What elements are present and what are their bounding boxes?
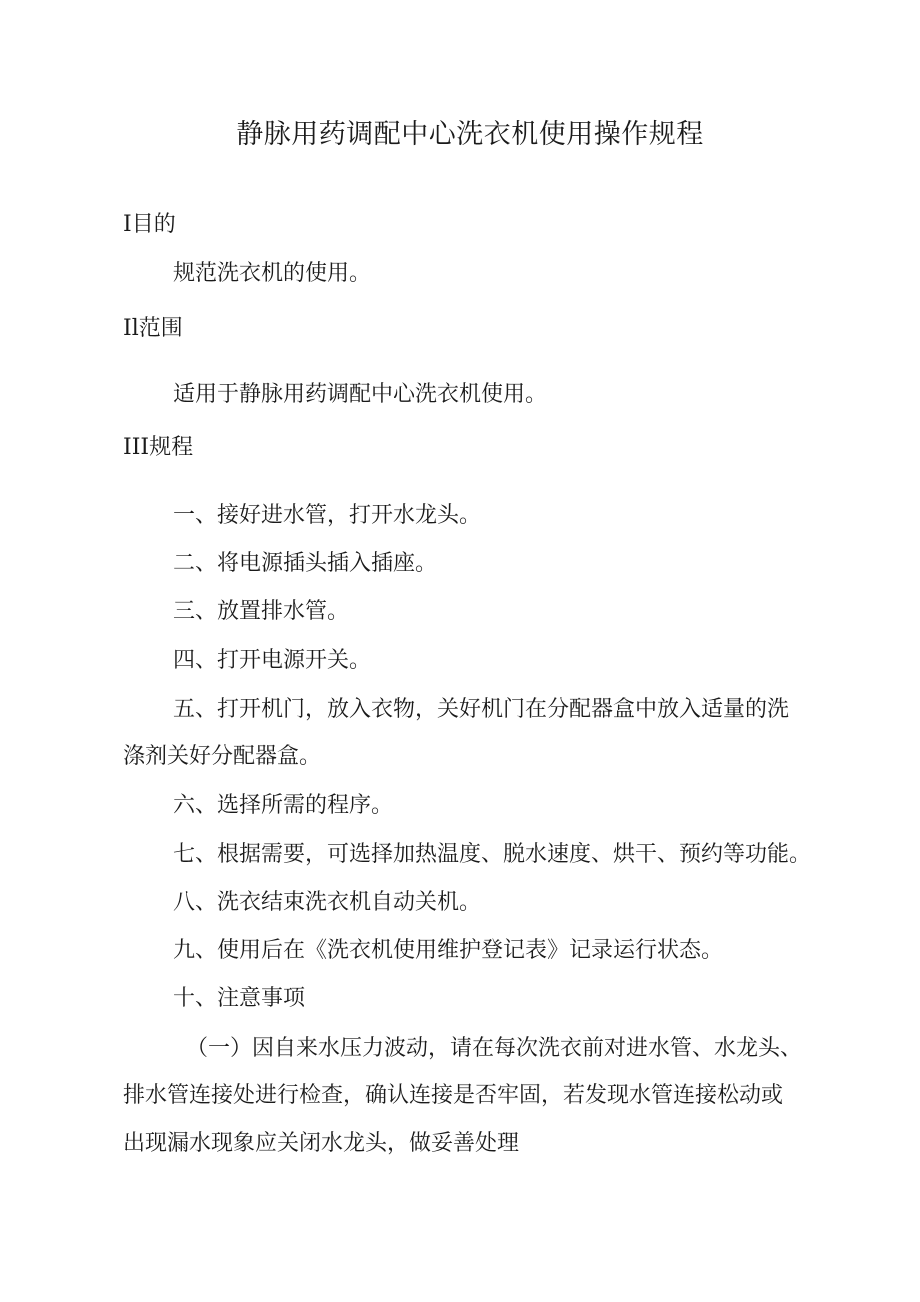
procedure-step-continuation: 涤剂关好分配器盒。: [123, 744, 322, 769]
procedure-step: 四、打开电源开关。: [173, 648, 372, 673]
note-paragraph-continuation: 排水管连接处进行检查，确认连接是否牢固，若发现水管连接松动或: [123, 1083, 784, 1108]
procedure-step: 二、将电源插头插入插座。: [173, 551, 438, 576]
section-heading-procedure: III规程: [123, 435, 194, 460]
procedure-step: 十、注意事项: [173, 986, 306, 1011]
section-heading-purpose: I目的: [123, 212, 176, 237]
section-heading-scope: Il范围: [123, 316, 183, 341]
section-text-scope: 适用于静脉用药调配中心洗衣机使用。: [173, 382, 548, 407]
note-paragraph-continuation: 出现漏水现象应关闭水龙头，做妥善处理: [123, 1131, 520, 1156]
procedure-step: 八、洗衣结束洗衣机自动关机。: [173, 890, 482, 915]
section-text-purpose: 规范洗衣机的使用。: [173, 261, 372, 286]
procedure-step: 三、放置排水管。: [173, 599, 350, 624]
procedure-step: 一、接好进水管，打开水龙头。: [173, 503, 482, 528]
procedure-step: 五、打开机门，放入衣物，关好机门在分配器盒中放入适量的洗: [173, 697, 790, 722]
procedure-step: 七、根据需要，可选择加热温度、脱水速度、烘干、预约等功能。: [173, 842, 812, 867]
procedure-step: 六、选择所需的程序。: [173, 793, 394, 818]
document-title: 静脉用药调配中心洗衣机使用操作规程: [236, 119, 704, 150]
procedure-step: 九、使用后在《洗衣机使用维护登记表》记录运行状态。: [173, 938, 724, 963]
note-paragraph: （一）因自来水压力波动，请在每次洗衣前对进水管、水龙头、: [186, 1036, 803, 1061]
